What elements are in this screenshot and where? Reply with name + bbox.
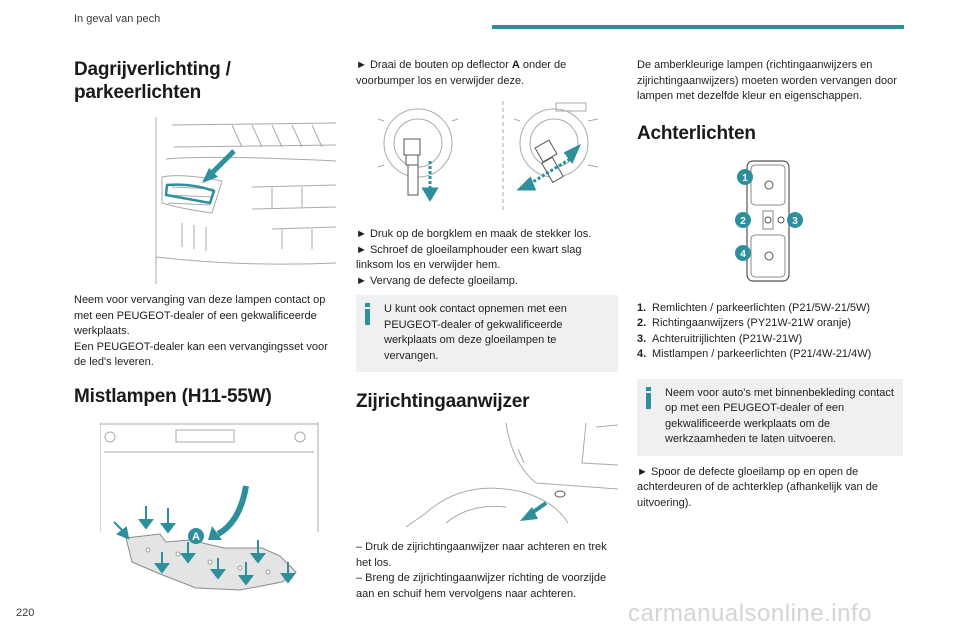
daytime-lights-text-1: Neem voor vervanging van deze lampen contact op met een PEUGEOT-dealer of een gekwalificeerde werkplaats. [74, 294, 326, 337]
column-1 [74, 58, 336, 594]
fog-step-4: ► Vervang de defecte gloeilamp. [356, 274, 518, 287]
callout-1: 1 [742, 172, 748, 184]
info-icon [365, 303, 370, 325]
fog-step-3: ► Schroef de gloeilamphouder een kwart slag linksom los en verwijder hem. [356, 243, 582, 271]
list-text: Achteruitrijlichten (P21W-21W) [652, 332, 803, 345]
figure-fog-lamps [100, 422, 320, 594]
label-a: A [192, 530, 200, 543]
list-num: 3. [637, 332, 647, 345]
fog-step-1-post: onder de voorbumper los en verwijder deze. [356, 59, 567, 87]
side-indicator-step-2: – Breng de zijrichtingaanwijzer richting de voorzijde aan en schuif hem vervolgens naar achteren. [356, 572, 607, 600]
column-2 [356, 58, 618, 602]
fog-step-1 [356, 58, 618, 89]
list-num: 4. [637, 348, 647, 360]
figure-rear-lights [733, 159, 805, 285]
info-note-rear [637, 379, 903, 456]
list-num: 1. [637, 301, 647, 314]
column-3 [637, 58, 903, 511]
side-indicator-illustration [386, 423, 618, 531]
info-note-rear-text: Neem voor auto's met binnenbekleding contact op met een PEUGEOT-dealer of een gekwalificeerde werkplaats om de werkzaamheden te laten uitvoeren. [665, 386, 894, 445]
list-text: Richtingaanwijzers (PY21W-21W oranje) [652, 317, 852, 329]
side-indicator-step-1: – Druk de zijrichtingaanwijzer naar achteren en trek het los. [356, 541, 607, 569]
amber-lamps-text: De amberkleurige lampen (richtingaanwijzers en zijrichtingaanwijzers) moeten worden vervangen door lampen met dezelfde kleur en eigenschappen. [637, 59, 897, 102]
list-text: Mistlampen / parkeerlichten (P21/4W-21/4W) [652, 348, 872, 360]
callout-4: 4 [740, 248, 746, 260]
list-item [637, 332, 903, 348]
fog-lamp-housing-illustration [378, 101, 620, 219]
fog-step-1-bold: A [511, 59, 520, 71]
list-item [637, 347, 903, 363]
heading-rear-lights: Achterlichten [637, 122, 756, 144]
info-note-fog-text: U kunt ook contact opnemen met een PEUGEOT-dealer of gekwalificeerde werkplaats om deze gloeilampen te vervangen. [384, 303, 567, 362]
heading-fog-lamps: Mistlampen (H11-55W) [74, 385, 272, 407]
figure-fog-lamp-housing [378, 101, 620, 219]
list-item [637, 316, 903, 332]
callout-3: 3 [792, 215, 798, 227]
page-number: 220 [16, 607, 35, 619]
daytime-lights-text-2: Een PEUGEOT-dealer kan een vervangingsset voor de led's leveren. [74, 340, 328, 368]
list-num: 2. [637, 317, 647, 329]
list-text: Remlichten / parkeerlichten (P21/5W-21/5W) [652, 301, 871, 314]
fog-step-1-pre: ► Draai de bouten op deflector [356, 59, 512, 71]
heading-side-indicator: Zijrichtingaanwijzer [356, 391, 530, 412]
figure-side-indicator [386, 423, 618, 531]
callout-2: 2 [740, 215, 746, 227]
fog-lamp-deflector-illustration [100, 422, 320, 594]
fog-step-2: ► Druk op de borgklem en maak de stekker los. [356, 228, 592, 240]
list-item [637, 301, 903, 317]
running-header: In geval van pech [74, 13, 161, 25]
rear-lights-list [637, 301, 903, 363]
figure-daytime-lights [152, 117, 336, 284]
rear-step-1: ► Spoor de defecte gloeilamp op en open de achterdeuren of de achterklep (afhankelijk van de uitvoering). [637, 465, 878, 509]
info-icon [646, 387, 651, 409]
heading-daytime-lights: Dagrijverlichting / parkeerlichten [74, 59, 231, 103]
daytime-lights-illustration [152, 117, 336, 284]
header-accent-bar [492, 25, 904, 29]
watermark: carmanualsonline.info [628, 600, 872, 627]
rear-light-cluster-illustration [733, 159, 805, 285]
info-note-fog [356, 295, 618, 372]
